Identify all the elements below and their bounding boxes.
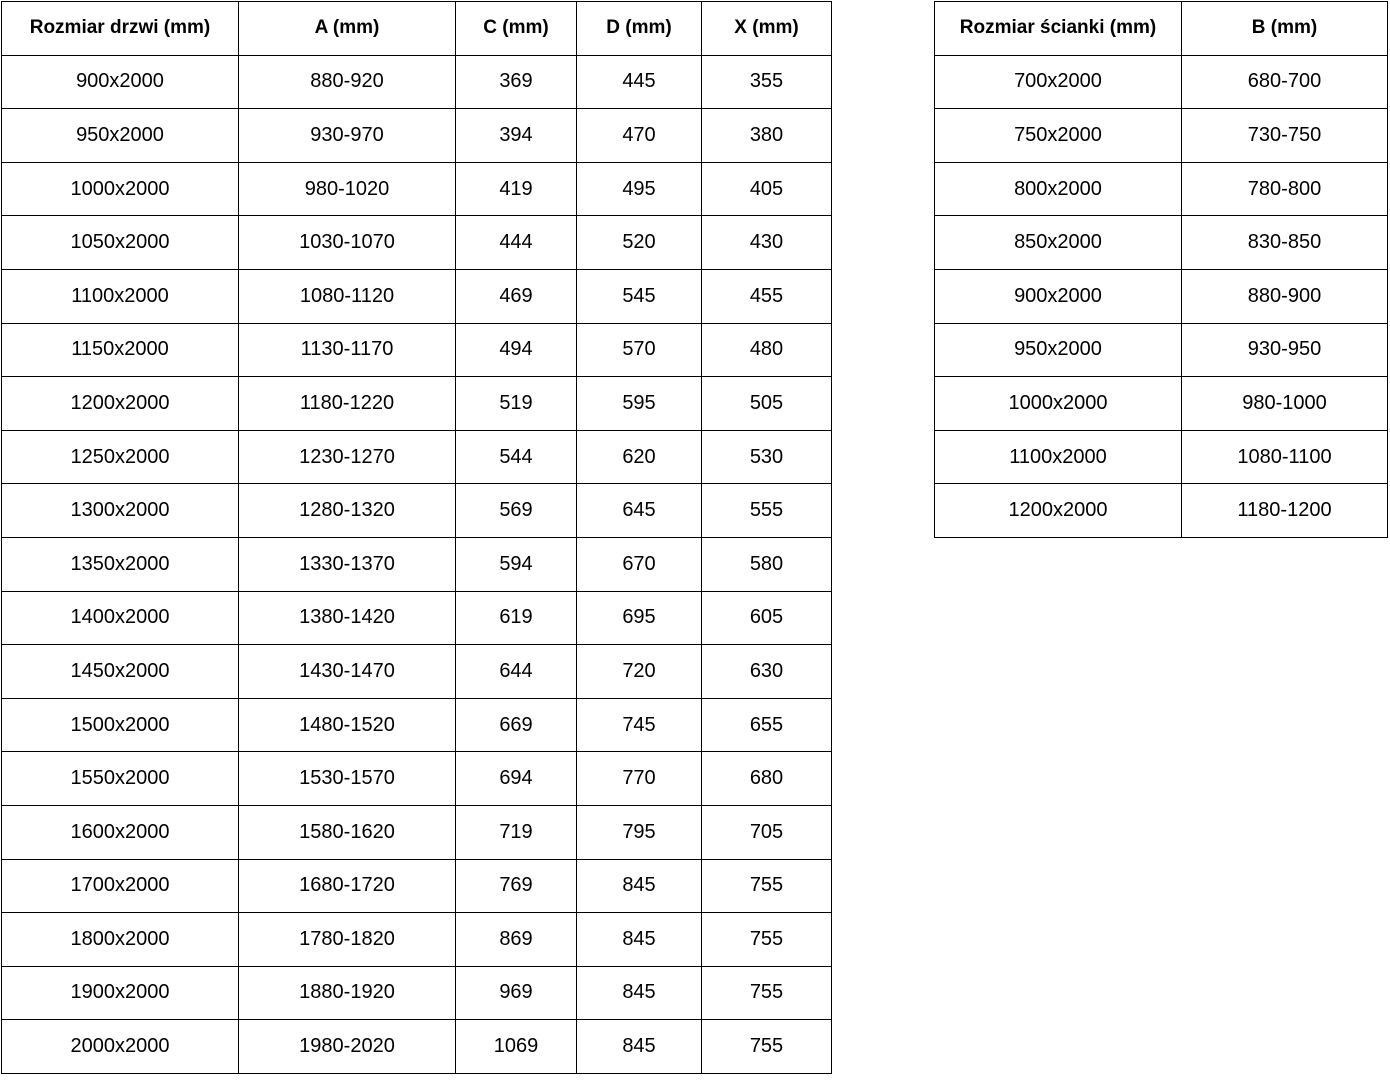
table-row xyxy=(2,805,832,859)
cell-c: 369 xyxy=(456,55,577,109)
cell-a: 1580-1620 xyxy=(239,805,456,859)
cell-wall-size: 700x2000 xyxy=(935,55,1182,109)
cell-a: 1280-1320 xyxy=(239,484,456,538)
cell-x: 755 xyxy=(702,913,832,967)
cell-c: 444 xyxy=(456,216,577,270)
table-row xyxy=(2,966,832,1020)
cell-x: 555 xyxy=(702,484,832,538)
cell-d: 445 xyxy=(577,55,702,109)
cell-c: 869 xyxy=(456,913,577,967)
table-row xyxy=(2,55,832,109)
cell-a: 1180-1220 xyxy=(239,377,456,431)
table-row xyxy=(935,162,1388,216)
cell-d: 795 xyxy=(577,805,702,859)
column-header-wall-size: Rozmiar ścianki (mm) xyxy=(935,2,1182,56)
door-table-header xyxy=(2,2,832,56)
cell-b: 730-750 xyxy=(1182,109,1388,163)
cell-d: 695 xyxy=(577,591,702,645)
cell-d: 470 xyxy=(577,109,702,163)
cell-a: 930-970 xyxy=(239,109,456,163)
table-row xyxy=(2,537,832,591)
table-row xyxy=(935,269,1388,323)
cell-b: 1180-1200 xyxy=(1182,484,1388,538)
table-row xyxy=(2,323,832,377)
cell-x: 530 xyxy=(702,430,832,484)
cell-c: 519 xyxy=(456,377,577,431)
table-row xyxy=(935,430,1388,484)
cell-x: 655 xyxy=(702,698,832,752)
cell-a: 1680-1720 xyxy=(239,859,456,913)
cell-b: 830-850 xyxy=(1182,216,1388,270)
cell-a: 1530-1570 xyxy=(239,752,456,806)
cell-b: 880-900 xyxy=(1182,269,1388,323)
cell-d: 595 xyxy=(577,377,702,431)
table-row xyxy=(935,55,1388,109)
cell-c: 544 xyxy=(456,430,577,484)
table-row xyxy=(2,484,832,538)
cell-door-size: 1700x2000 xyxy=(2,859,239,913)
cell-x: 680 xyxy=(702,752,832,806)
table-header-row xyxy=(935,2,1388,56)
cell-b: 780-800 xyxy=(1182,162,1388,216)
cell-door-size: 950x2000 xyxy=(2,109,239,163)
cell-wall-size: 750x2000 xyxy=(935,109,1182,163)
column-header-x: X (mm) xyxy=(702,2,832,56)
cell-a: 980-1020 xyxy=(239,162,456,216)
cell-d: 845 xyxy=(577,1020,702,1074)
cell-d: 495 xyxy=(577,162,702,216)
cell-door-size: 1050x2000 xyxy=(2,216,239,270)
cell-wall-size: 1100x2000 xyxy=(935,430,1182,484)
cell-d: 845 xyxy=(577,859,702,913)
table-row xyxy=(2,752,832,806)
cell-x: 505 xyxy=(702,377,832,431)
cell-a: 1380-1420 xyxy=(239,591,456,645)
cell-a: 1480-1520 xyxy=(239,698,456,752)
cell-door-size: 1800x2000 xyxy=(2,913,239,967)
cell-c: 569 xyxy=(456,484,577,538)
cell-wall-size: 1200x2000 xyxy=(935,484,1182,538)
table-row xyxy=(2,430,832,484)
cell-door-size: 1350x2000 xyxy=(2,537,239,591)
cell-x: 580 xyxy=(702,537,832,591)
column-header-d: D (mm) xyxy=(577,2,702,56)
table-row xyxy=(2,1020,832,1074)
table-row xyxy=(2,162,832,216)
cell-door-size: 1250x2000 xyxy=(2,430,239,484)
cell-wall-size: 1000x2000 xyxy=(935,377,1182,431)
cell-c: 494 xyxy=(456,323,577,377)
cell-door-size: 1200x2000 xyxy=(2,377,239,431)
cell-d: 770 xyxy=(577,752,702,806)
cell-a: 1980-2020 xyxy=(239,1020,456,1074)
cell-wall-size: 950x2000 xyxy=(935,323,1182,377)
cell-door-size: 1550x2000 xyxy=(2,752,239,806)
cell-c: 694 xyxy=(456,752,577,806)
cell-door-size: 1450x2000 xyxy=(2,645,239,699)
cell-door-size: 1000x2000 xyxy=(2,162,239,216)
cell-wall-size: 800x2000 xyxy=(935,162,1182,216)
cell-x: 480 xyxy=(702,323,832,377)
cell-door-size: 1600x2000 xyxy=(2,805,239,859)
cell-c: 619 xyxy=(456,591,577,645)
table-row xyxy=(935,484,1388,538)
cell-door-size: 900x2000 xyxy=(2,55,239,109)
table-row xyxy=(2,269,832,323)
table-row xyxy=(2,645,832,699)
cell-b: 680-700 xyxy=(1182,55,1388,109)
table-header-row xyxy=(2,2,832,56)
cell-c: 669 xyxy=(456,698,577,752)
cell-door-size: 1150x2000 xyxy=(2,323,239,377)
door-table-body xyxy=(2,55,832,1073)
cell-door-size: 1500x2000 xyxy=(2,698,239,752)
column-header-b: B (mm) xyxy=(1182,2,1388,56)
table-row xyxy=(935,323,1388,377)
wall-table-body xyxy=(935,55,1388,537)
column-header-a: A (mm) xyxy=(239,2,456,56)
table-row xyxy=(2,859,832,913)
cell-x: 705 xyxy=(702,805,832,859)
cell-a: 1880-1920 xyxy=(239,966,456,1020)
cell-d: 720 xyxy=(577,645,702,699)
cell-x: 455 xyxy=(702,269,832,323)
table-row xyxy=(2,377,832,431)
cell-d: 520 xyxy=(577,216,702,270)
table-row xyxy=(935,216,1388,270)
column-header-door-size: Rozmiar drzwi (mm) xyxy=(2,2,239,56)
cell-x: 430 xyxy=(702,216,832,270)
column-header-c: C (mm) xyxy=(456,2,577,56)
table-row xyxy=(2,109,832,163)
cell-c: 644 xyxy=(456,645,577,699)
cell-c: 969 xyxy=(456,966,577,1020)
cell-x: 755 xyxy=(702,1020,832,1074)
cell-d: 645 xyxy=(577,484,702,538)
cell-a: 1230-1270 xyxy=(239,430,456,484)
cell-a: 1330-1370 xyxy=(239,537,456,591)
cell-b: 980-1000 xyxy=(1182,377,1388,431)
cell-d: 845 xyxy=(577,913,702,967)
cell-x: 630 xyxy=(702,645,832,699)
cell-wall-size: 850x2000 xyxy=(935,216,1182,270)
cell-a: 1030-1070 xyxy=(239,216,456,270)
table-row xyxy=(935,109,1388,163)
cell-c: 419 xyxy=(456,162,577,216)
cell-door-size: 2000x2000 xyxy=(2,1020,239,1074)
cell-c: 594 xyxy=(456,537,577,591)
cell-x: 355 xyxy=(702,55,832,109)
table-row xyxy=(2,591,832,645)
cell-d: 545 xyxy=(577,269,702,323)
cell-door-size: 1100x2000 xyxy=(2,269,239,323)
cell-c: 469 xyxy=(456,269,577,323)
table-row xyxy=(935,377,1388,431)
cell-door-size: 1400x2000 xyxy=(2,591,239,645)
cell-x: 405 xyxy=(702,162,832,216)
door-dimensions-table xyxy=(1,1,832,1074)
cell-b: 1080-1100 xyxy=(1182,430,1388,484)
wall-table-header xyxy=(935,2,1388,56)
table-row xyxy=(2,913,832,967)
cell-x: 605 xyxy=(702,591,832,645)
cell-c: 1069 xyxy=(456,1020,577,1074)
cell-a: 1780-1820 xyxy=(239,913,456,967)
cell-d: 745 xyxy=(577,698,702,752)
wall-dimensions-table xyxy=(934,1,1388,538)
cell-a: 1080-1120 xyxy=(239,269,456,323)
cell-door-size: 1300x2000 xyxy=(2,484,239,538)
cell-a: 1430-1470 xyxy=(239,645,456,699)
cell-c: 719 xyxy=(456,805,577,859)
table-row xyxy=(2,698,832,752)
cell-d: 845 xyxy=(577,966,702,1020)
cell-d: 670 xyxy=(577,537,702,591)
cell-d: 620 xyxy=(577,430,702,484)
cell-x: 755 xyxy=(702,859,832,913)
table-row xyxy=(2,216,832,270)
cell-x: 380 xyxy=(702,109,832,163)
cell-a: 1130-1170 xyxy=(239,323,456,377)
cell-wall-size: 900x2000 xyxy=(935,269,1182,323)
cell-c: 769 xyxy=(456,859,577,913)
cell-door-size: 1900x2000 xyxy=(2,966,239,1020)
cell-b: 930-950 xyxy=(1182,323,1388,377)
cell-c: 394 xyxy=(456,109,577,163)
cell-a: 880-920 xyxy=(239,55,456,109)
cell-x: 755 xyxy=(702,966,832,1020)
cell-d: 570 xyxy=(577,323,702,377)
